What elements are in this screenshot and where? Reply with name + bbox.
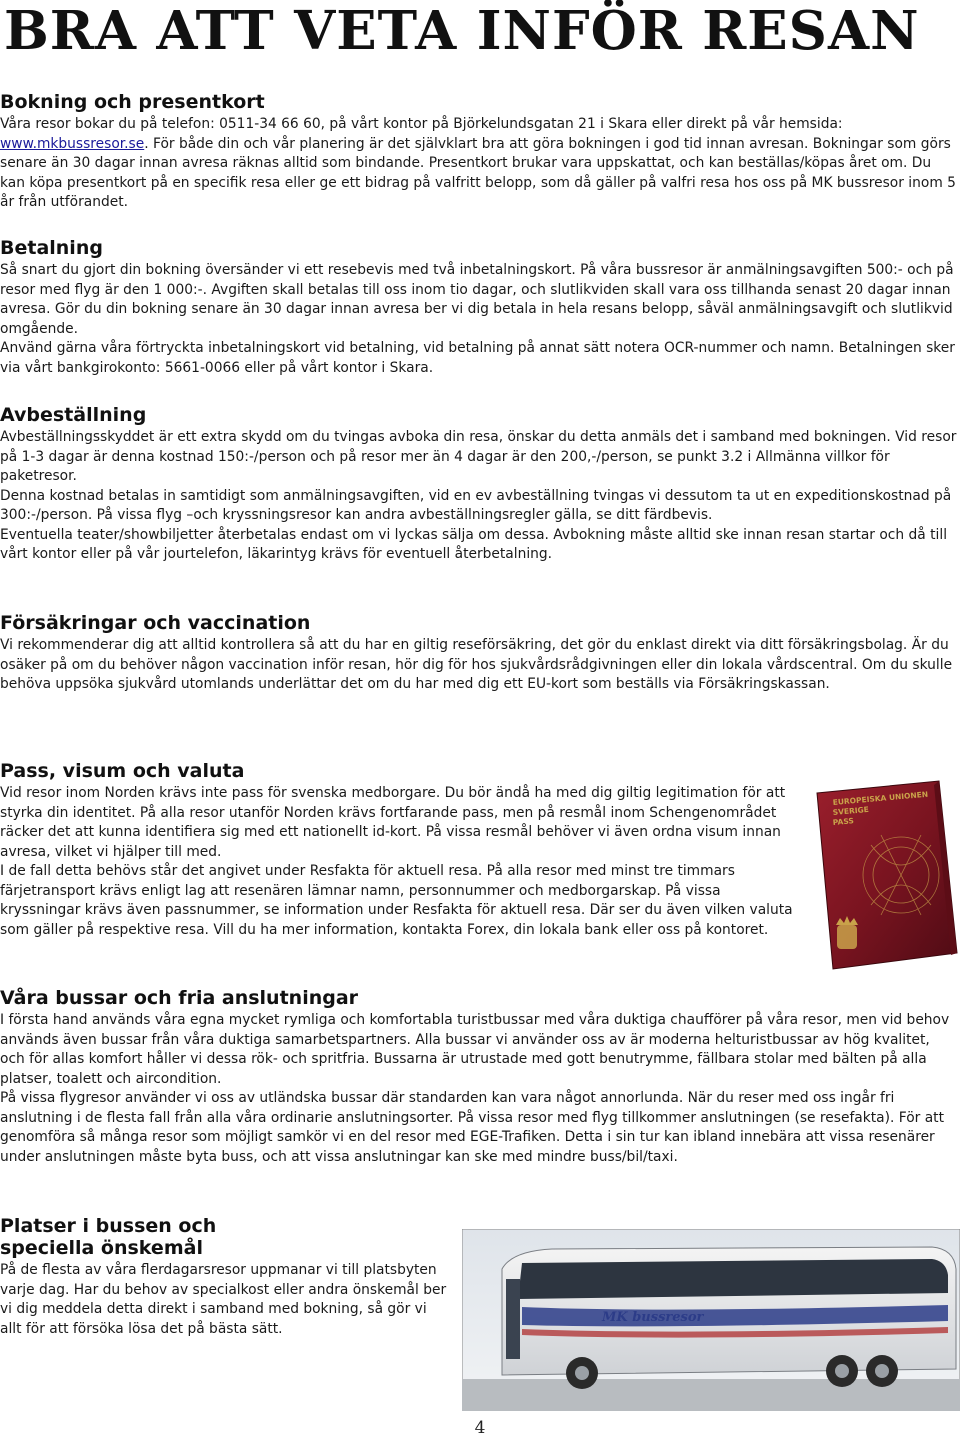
- section-text: Vid resor inom Norden krävs inte pass för svenska medborgare. Du bör ändå ha med dig giltig legitimation för att styrka din identitet. På alla resor utanför Norden krävs fortfarande pass, men på resmål inom Schengenområdet räcker det att kunna identifiera sig med ett nationellt id-kort. På vissa resmål behöver vi även ordna visum innan avresa, vilket vi hjälper till med.: [0, 785, 786, 860]
- text-part: Våra resor bokar du på telefon: 0511-34 66 60, på vårt kontor på Björkelundsgatan 21 i Skara eller direkt på vår hemsida:: [0, 116, 843, 132]
- section-heading: Våra bussar och fria anslutningar: [0, 987, 359, 1009]
- section-text: Avbeställningsskyddet är ett extra skydd om du tvingas avboka din resa, önskar du detta anmäls det i samband med bokningen. Vid resor på 1-3 dagar är denna kostnad 150:-/person och på resor mer än 4 dagar är den 200,-/person, se punkt 3.2 i Allmänna villkor för paketresor.: [0, 429, 957, 484]
- section-platser: [0, 1215, 452, 1339]
- section-heading: Pass, visum och valuta: [0, 760, 245, 782]
- section-betalning: [0, 237, 958, 378]
- crown-emblem-icon: [836, 916, 858, 949]
- passport-image: [811, 775, 960, 973]
- section-pass: [0, 760, 795, 940]
- section-text: På vissa flygresor använder vi oss av utländska bussar där standarden kan vara något annorlunda. När du reser med oss ingår fri anslutning i de flesta fall från alla våra ordinarie anslutningsorter. På vissa resor med flyg tillkommer anslutningen (se resefakta). För att genomföra så många resor som möjligt samkör vi en del resor med EGE-Trafiken. Detta i sin tur kan ibland innebära att vissa resenärer under anslutningen måste byta buss, och att vissa anslutningar kan ske med mindre buss/bil/taxi.: [0, 1090, 944, 1165]
- section-text: I första hand används våra egna mycket rymliga och komfortabla turistbussar med våra duktiga chaufförer på våra resor, men vid behov används även bussar från våra duktiga samarbetspartners. Alla bussar vi använder oss av är moderna helturistbussar av hög kvalitet, och för allas komfort håller vi dessa rök- och spritfria. Bussarna är utrustade med gott benutrymme, fällbara stolar med bälten på alla platser, toalett och aircondition.: [0, 1012, 950, 1087]
- bus-logo-text: MK bussresor: [602, 1310, 704, 1325]
- section-heading: Försäkringar och vaccination: [0, 612, 311, 634]
- section-heading-line2: speciella önskemål: [0, 1237, 203, 1259]
- section-bokning: [0, 91, 958, 213]
- passport-line2: SVERIGE: [832, 804, 870, 817]
- section-heading: Betalning: [0, 237, 103, 259]
- section-text: Denna kostnad betalas in samtidigt som anmälningsavgiften, vid en ev avbeställning tvingas vi dessutom ta ut en expeditionskostnad på 300:-/person. På vissa flyg –och kryssningsresor kan andra avbeställningsregler gälla, se ditt färdbevis.: [0, 487, 952, 523]
- section-text: Så snart du gjort din bokning översänder vi ett resebevis med två inbetalningskort. På våra bussresor är anmälningsavgiften 500:- och på resor med flyg är den 1 000:-. Avgiften skall betalas till oss inom tio dagar, och slutlikviden skall vara oss tillhanda senast 20 dagar innan avresa. Gör du din bokning senare än 30 dagar innan avresa ber vi dig betala in hela resans belopp, såväl anmälningsavgift och slutlikvid omgående.: [0, 262, 954, 337]
- text-part: . För både din och vår planering är det självklart bra att göra bokningen i god tid innan avresan. Bokningar som görs senare än 30 dagar innan avresa räknas alltid som bindande. Presentkort brukar vara uppskattat, och kan beställas/köpas året om. Du kan köpa presentkort på en specifik resa eller ge ett bidrag på valfritt belopp, som då gäller på valfri resa hos oss på MK bussresor inom 5 år från utförandet.: [0, 135, 956, 210]
- bus-image: [462, 1229, 960, 1411]
- page-number: 4: [474, 1418, 486, 1438]
- section-heading-line1: Platser i bussen och: [0, 1215, 217, 1237]
- section-text: [0, 115, 958, 213]
- section-text: Vi rekommenderar dig att alltid kontrollera så att du har en giltig reseförsäkring, det gör du enklast direkt via ditt försäkringsbolag. Är du osäker på om du behöver någon vaccination inför resan, hör dig för hos sjukvårdsrådgivningen eller din lokala vårdscentral. Om du skulle behöva uppsöka sjukvård utomlands underlättar det om du har med dig ett EU-kort som beställs via Försäkringskassan.: [0, 637, 953, 692]
- section-avbestallning: [0, 404, 958, 565]
- section-forsakringar: [0, 612, 958, 695]
- section-text: Eventuella teater/showbiljetter återbetalas endast om vi lyckas sälja om dessa. Avbokning måste alltid ske innan resan startar och då till vårt kontor eller på vår jourtelefon, läkarintyg krävs för eventuell återbetalning.: [0, 526, 948, 562]
- section-heading: Bokning och presentkort: [0, 91, 265, 113]
- passport-line1: EUROPEISKA UNIONEN: [832, 789, 929, 807]
- passport-line3: PASS: [832, 816, 855, 827]
- section-text: Använd gärna våra förtryckta inbetalningskort vid betalning, vid betalning på annat sätt notera OCR-nummer och namn. Betalningen sker via vårt bankgirokonto: 5661-0066 eller på vårt kontor i Skara.: [0, 340, 955, 376]
- page-title: BRA ATT VETA INFÖR RESAN: [4, 0, 920, 62]
- section-heading: Avbeställning: [0, 404, 147, 426]
- section-text: På de flesta av våra flerdagarsresor uppmanar vi till platsbyten varje dag. Har du behov av specialkost eller andra önskemål ber vi dig meddela detta direkt i samband med bokning, så gör vi allt för att försöka lösa det på bästa sätt.: [0, 1262, 447, 1337]
- website-link[interactable]: www.mkbussresor.se: [0, 135, 145, 152]
- section-bussar: [0, 987, 958, 1167]
- section-text: I de fall detta behövs står det angivet under Resfakta för aktuell resa. På alla resor med minst tre timmars färjetransport krävs enligt lag att resenären lämnar namn, personnummer och medborgarskap. På vissa kryssningar krävs även passnummer, se information under Resfakta för aktuell resa. Där ser du även vilken valuta som gäller på respektive resa. Vill du ha mer information, kontakta Forex, din lokala bank eller oss på kontoret.: [0, 863, 793, 938]
